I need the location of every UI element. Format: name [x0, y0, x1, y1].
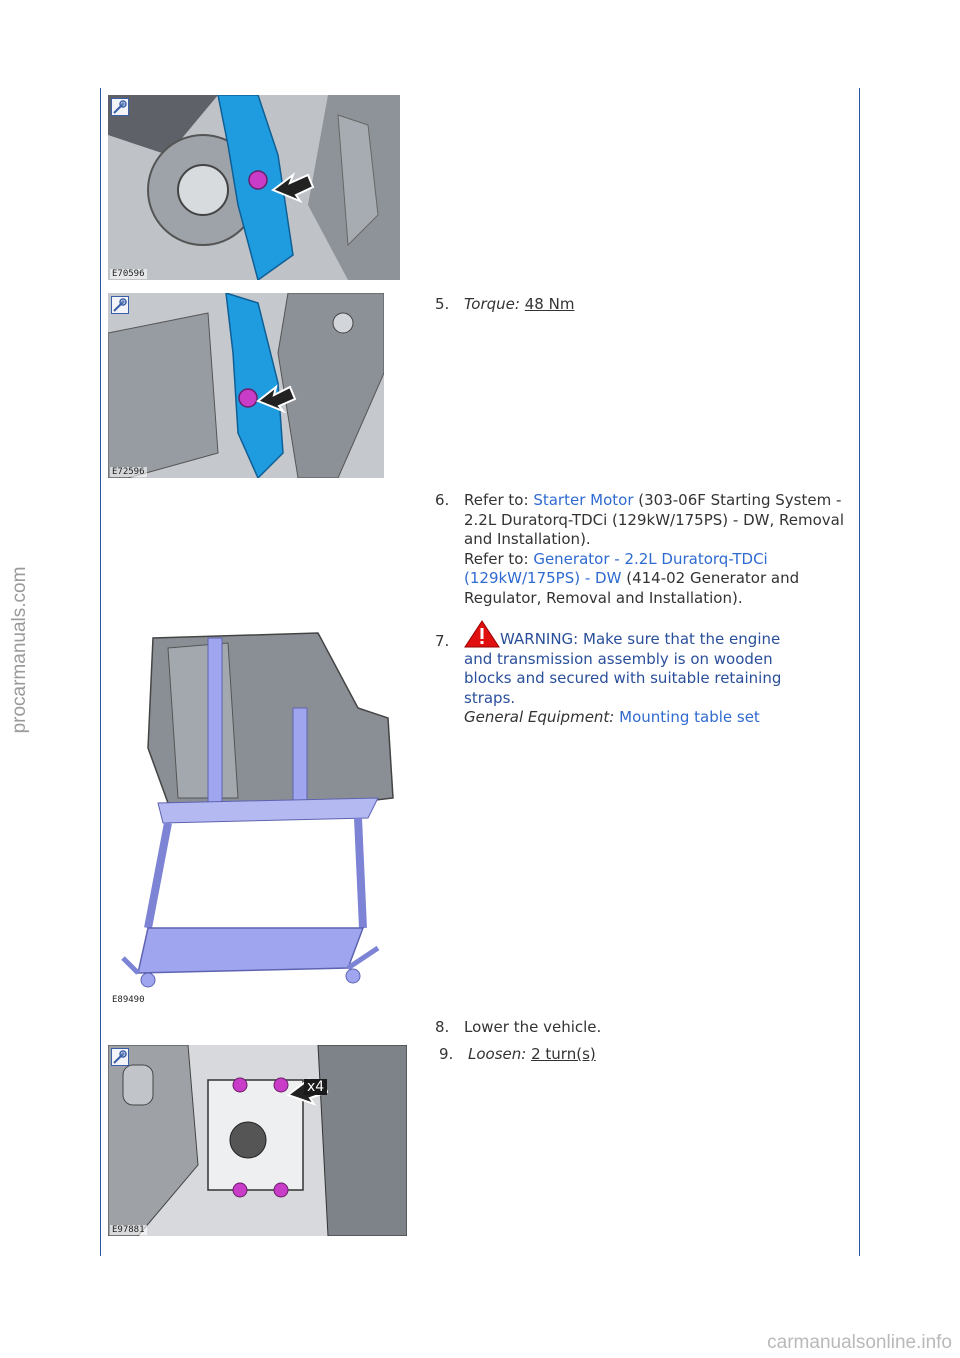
step-body: [464, 295, 574, 315]
link-starter-motor[interactable]: Starter Motor: [533, 491, 634, 509]
zoom-icon[interactable]: [111, 296, 129, 314]
step-body: [464, 620, 809, 728]
figure-code: E89490: [112, 995, 145, 1005]
figure-code: E97881: [112, 1225, 145, 1235]
step-text: Lower the vehicle.: [464, 1018, 602, 1036]
quantity-badge: x4: [304, 1079, 327, 1095]
torque-label: Torque:: [464, 295, 520, 313]
link-mounting-table-set[interactable]: Mounting table set: [619, 708, 760, 726]
figure-code: E70596: [112, 269, 145, 279]
step-7: [435, 620, 855, 735]
illustration: [108, 628, 396, 1006]
reference-1-text: (303-06F Starting System - 2.2L Duratorq-TDCi (129kW/175PS) - DW, Removal and Installation).: [464, 491, 845, 548]
step-5: [435, 295, 835, 317]
refer-label: Refer to:: [464, 549, 529, 568]
loosen-value: 2 turn(s): [531, 1045, 596, 1063]
step-number: 6.: [435, 491, 450, 509]
equipment-line: [464, 708, 809, 728]
right-rule: [859, 88, 860, 1256]
illustration: [108, 95, 400, 280]
refer-label: Refer to:: [464, 491, 529, 509]
warning-text: WARNING: Make sure that the engine and transmission assembly is on wooden blocks and secured with suitable retaining straps.: [464, 630, 782, 707]
footer-watermark: carmanualsonline.info: [767, 1332, 952, 1353]
illustration: [108, 1045, 407, 1236]
side-watermark: procarmanuals.com: [9, 566, 30, 734]
figure-transmission-bracket-2[interactable]: [108, 293, 384, 478]
step-8: [435, 1018, 835, 1040]
equipment-label: General Equipment:: [464, 708, 615, 726]
zoom-icon[interactable]: [111, 1048, 129, 1066]
reference-2-text: (414-02 Generator and Regulator, Removal and Installation).: [464, 569, 800, 607]
figure-code: E72596: [112, 467, 145, 477]
zoom-icon[interactable]: [111, 98, 129, 116]
warning-icon: [464, 620, 500, 648]
step-9: [439, 1045, 839, 1067]
figure-transmission-bracket-1[interactable]: [108, 95, 400, 280]
reference-2: [464, 550, 849, 609]
step-number: 8.: [435, 1018, 450, 1036]
step-number: 9.: [439, 1045, 454, 1063]
left-rule: [100, 88, 101, 1256]
step-6: [435, 491, 855, 606]
step-number: 5.: [435, 295, 450, 313]
loosen-label: Loosen:: [468, 1045, 527, 1063]
torque-value: 48 Nm: [524, 295, 575, 313]
step-body: [468, 1045, 596, 1065]
figure-mount-bolts[interactable]: [108, 1045, 407, 1236]
figure-engine-mounting-table: [108, 628, 396, 1006]
step-number: 7.: [435, 632, 450, 650]
link-generator[interactable]: Generator - 2.2L Duratorq-TDCi (129kW/175PS) - DW: [464, 549, 768, 587]
illustration: [108, 293, 384, 478]
warning-block: [464, 620, 809, 708]
step-body: [464, 491, 849, 608]
reference-1: [464, 491, 849, 550]
